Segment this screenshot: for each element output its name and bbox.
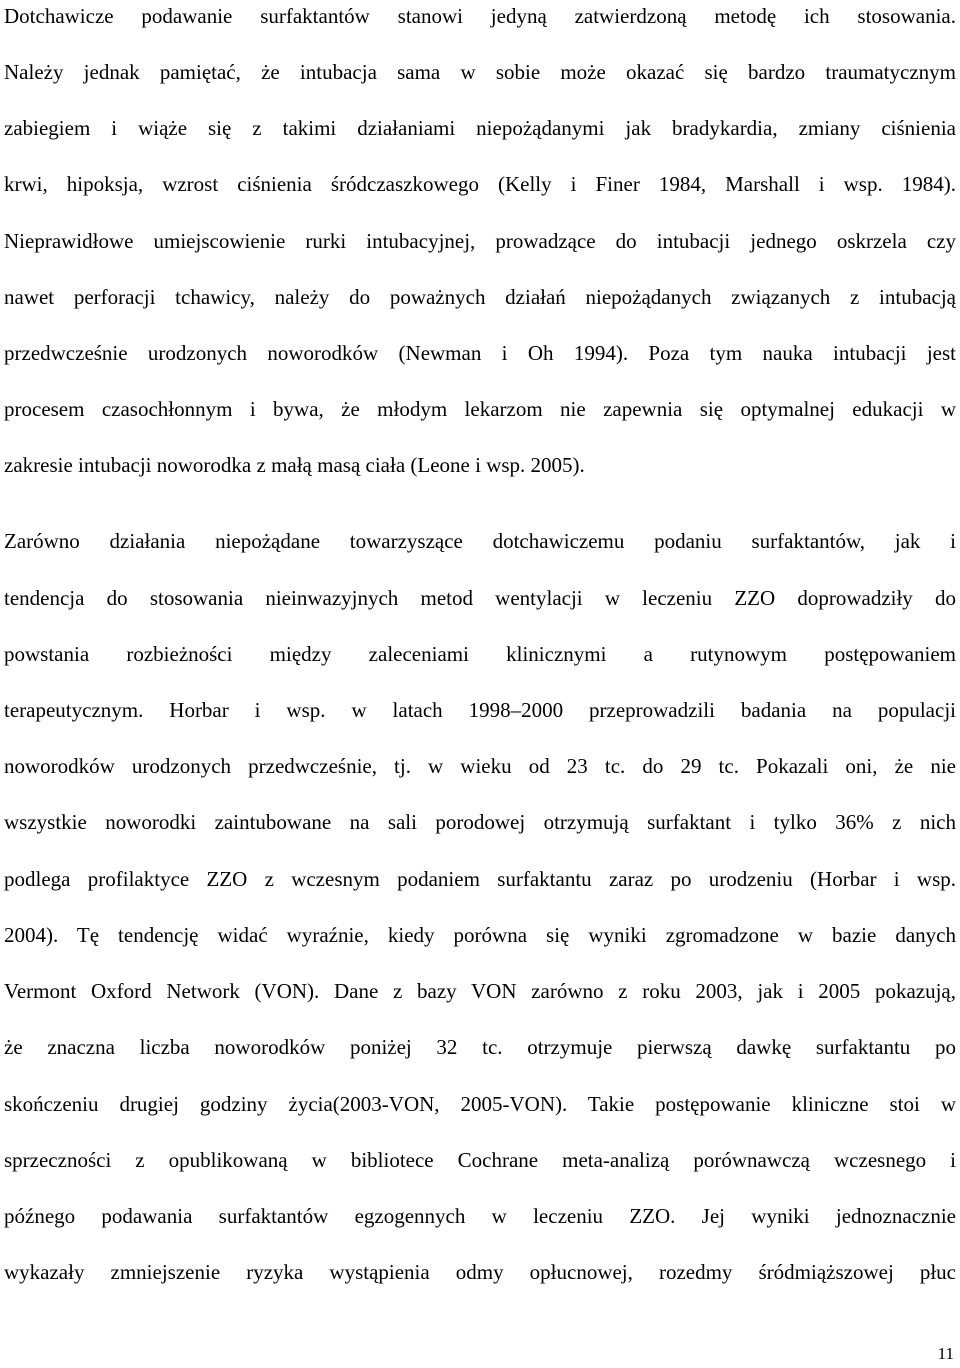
text-line: sprzeczności z opublikowaną w bibliotece Cochrane meta-analizą porównawczą wczesnego i <box>4 1148 956 1172</box>
text-line: noworodków urodzonych przedwcześnie, tj. w wieku od 23 tc. do 29 tc. Pokazali oni, że nie <box>4 754 956 778</box>
text-line: Zarówno działania niepożądane towarzyszące dotchawiczemu podaniu surfaktantów, jak i <box>4 529 956 553</box>
text-line: Nieprawidłowe umiejscowienie rurki intubacyjnej, prowadzące do intubacji jednego oskrzela czy <box>4 229 956 253</box>
text-line: tendencja do stosowania nieinwazyjnych metod wentylacji w leczeniu ZZO doprowadziły do <box>4 586 956 610</box>
text-line: wszystkie noworodki zaintubowane na sali porodowej otrzymują surfaktant i tylko 36% z nich <box>4 810 956 834</box>
text-line: 2004). Tę tendencję widać wyraźnie, kiedy porówna się wyniki zgromadzone w bazie danych <box>4 923 956 947</box>
text-line: terapeutycznym. Horbar i wsp. w latach 1998–2000 przeprowadzili badania na populacji <box>4 698 956 722</box>
text-line: zakresie intubacji noworodka z małą masą ciała (Leone i wsp. 2005). <box>4 453 585 477</box>
text-line: że znaczna liczba noworodków poniżej 32 tc. otrzymuje pierwszą dawkę surfaktantu po <box>4 1035 956 1059</box>
text-line: podlega profilaktyce ZZO z wczesnym podaniem surfaktantu zaraz po urodzeniu (Horbar i wsp. <box>4 867 956 891</box>
text-line: krwi, hipoksja, wzrost ciśnienia śródczaszkowego (Kelly i Finer 1984, Marshall i wsp. 1984). <box>4 172 956 196</box>
text-line: zabiegiem i wiąże się z takimi działaniami niepożądanymi jak bradykardia, zmiany ciśnienia <box>4 116 956 140</box>
text-line: Vermont Oxford Network (VON). Dane z bazy VON zarówno z roku 2003, jak i 2005 pokazują, <box>4 979 956 1003</box>
text-line: wykazały zmniejszenie ryzyka wystąpienia odmy opłucnowej, rozedmy śródmiąższowej płuc <box>4 1260 956 1284</box>
text-line: późnego podawania surfaktantów egzogennych w leczeniu ZZO. Jej wyniki jednoznacznie <box>4 1204 956 1228</box>
text-line: Należy jednak pamiętać, że intubacja sama w sobie może okazać się bardzo traumatycznym <box>4 60 956 84</box>
page-number: 11 <box>937 1344 954 1363</box>
text-line: skończeniu drugiej godziny życia(2003-VON, 2005-VON). Takie postępowanie kliniczne stoi w <box>4 1092 956 1116</box>
text-line: procesem czasochłonnym i bywa, że młodym lekarzom nie zapewnia się optymalnej edukacji w <box>4 397 956 421</box>
text-line: Dotchawicze podawanie surfaktantów stanowi jedyną zatwierdzoną metodę ich stosowania. <box>4 4 956 28</box>
text-line: nawet perforacji tchawicy, należy do poważnych działań niepożądanych związanych z intubacją <box>4 285 956 309</box>
text-line: powstania rozbieżności między zaleceniami klinicznymi a rutynowym postępowaniem <box>4 642 956 666</box>
text-line: przedwcześnie urodzonych noworodków (Newman i Oh 1994). Poza tym nauka intubacji jest <box>4 341 956 365</box>
